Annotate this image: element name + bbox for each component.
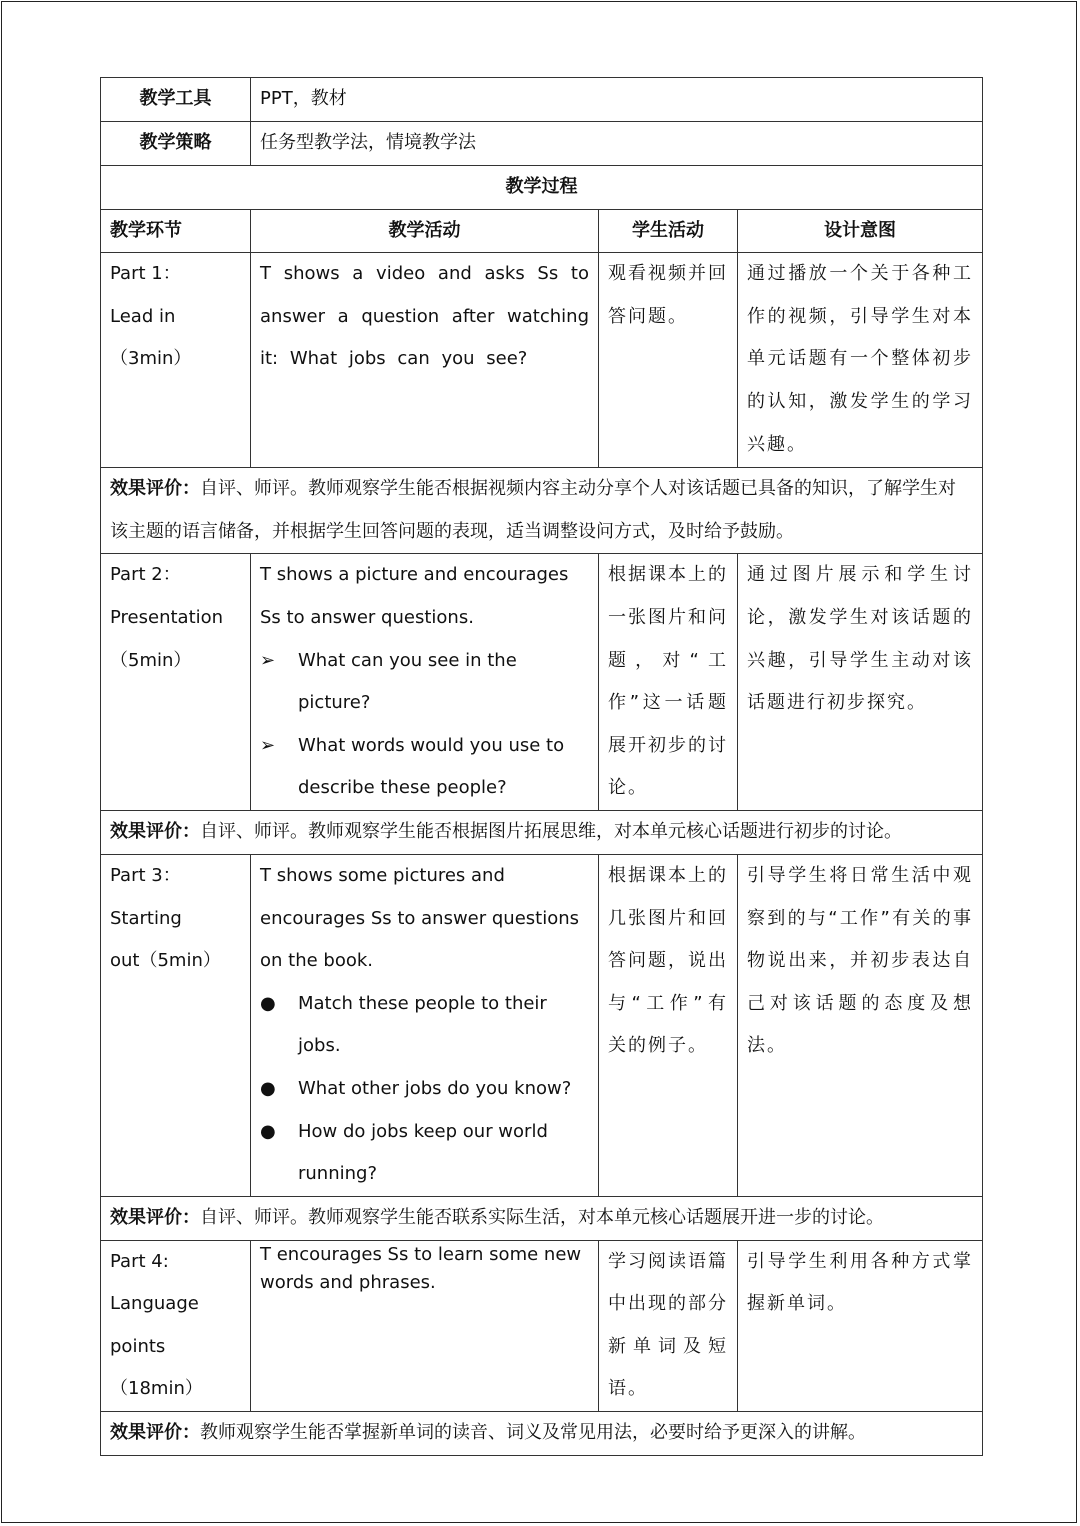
col-header-student: 学生活动	[599, 209, 738, 253]
eval-label: 效果评价：	[110, 1422, 200, 1444]
list-item	[260, 983, 589, 1068]
part2-eval-text: 自评、师评。教师观察学生能否根据图片拓展思维，对本单元核心话题进行初步的讨论。	[200, 820, 902, 842]
dot-bullet-icon: ●	[260, 992, 276, 1014]
part3-evaluation	[101, 1196, 983, 1240]
process-title: 教学过程	[101, 165, 983, 209]
part4-stage-line4: （18min）	[110, 1378, 203, 1400]
part3-activity	[251, 854, 599, 1196]
part3-bullet-3: How do jobs keep our world running?	[298, 1120, 548, 1185]
part2-student: 根据课本上的一张图片和问题，对“工作”这一话题展开初步的讨论。	[599, 554, 738, 811]
strategy-row	[101, 121, 983, 165]
column-header-row	[101, 209, 983, 253]
part3-eval-row	[101, 1196, 983, 1240]
eval-label: 效果评价：	[110, 1206, 200, 1228]
part4-design: 引导学生利用各种方式掌握新单词。	[738, 1240, 983, 1411]
part1-row	[101, 253, 983, 468]
part4-stage	[101, 1240, 251, 1411]
part3-stage-line1: Part 3：	[110, 864, 181, 886]
part1-stage-line2: Lead in	[110, 305, 176, 327]
process-title-row	[101, 165, 983, 209]
part3-bullet-1: Match these people to their jobs.	[298, 992, 547, 1057]
part3-row	[101, 854, 983, 1196]
part4-stage-line2: Language	[110, 1293, 199, 1315]
list-item	[260, 725, 589, 810]
list-item	[260, 640, 589, 725]
tools-row	[101, 78, 983, 122]
part4-student: 学习阅读语篇中出现的部分新单词及短语。	[599, 1240, 738, 1411]
part1-stage	[101, 253, 251, 468]
part3-stage	[101, 854, 251, 1196]
dot-bullet-icon: ●	[260, 1077, 276, 1099]
part3-student: 根据课本上的几张图片和回答问题，说出与“工作”有关的例子。	[599, 854, 738, 1196]
part3-eval-text: 自评、师评。教师观察学生能否联系实际生活，对本单元核心话题展开进一步的讨论。	[200, 1206, 884, 1228]
lesson-plan-table	[100, 77, 983, 1456]
part4-activity: T encourages Ss to learn some new words and phrases.	[251, 1240, 599, 1411]
part2-row	[101, 554, 983, 811]
part2-design: 通过图片展示和学生讨论，激发学生对该话题的兴趣，引导学生主动对该话题进行初步探究。	[738, 554, 983, 811]
part2-stage-line1: Part 2：	[110, 564, 181, 586]
part4-stage-line3: points	[110, 1335, 166, 1357]
part1-eval-row	[101, 468, 983, 554]
part2-eval-row	[101, 810, 983, 854]
col-header-design: 设计意图	[738, 209, 983, 253]
part4-eval-row	[101, 1412, 983, 1456]
eval-label: 效果评价：	[110, 820, 200, 842]
part2-bullet-2: What words would you use to describe these people?	[298, 734, 565, 799]
part3-stage-line2: Starting	[110, 907, 182, 929]
part2-activity	[251, 554, 599, 811]
list-item	[260, 1068, 589, 1111]
strategy-label: 教学策略	[101, 121, 251, 165]
part2-stage	[101, 554, 251, 811]
part4-evaluation	[101, 1412, 983, 1456]
arrow-bullet-icon: ➢	[260, 649, 276, 671]
part3-stage-line3: out（5min）	[110, 950, 221, 972]
part1-stage-line1: Part 1：	[110, 263, 181, 285]
part1-activity: T shows a video and asks Ss to answer a question after watching it: What jobs can you see?	[251, 253, 599, 468]
part4-eval-text: 教师观察学生能否掌握新单词的读音、词义及常见用法，必要时给予更深入的讲解。	[200, 1422, 866, 1444]
tools-label: 教学工具	[101, 78, 251, 122]
part2-stage-line2: Presentation	[110, 606, 224, 628]
list-item	[260, 1111, 589, 1196]
part3-activity-intro: T shows some pictures and encourages Ss to answer questions on the book.	[260, 864, 580, 972]
dot-bullet-icon: ●	[260, 1120, 276, 1142]
part1-evaluation	[101, 468, 983, 554]
part4-row	[101, 1240, 983, 1411]
tools-value: PPT，教材	[251, 78, 983, 122]
strategy-value: 任务型教学法，情境教学法	[251, 121, 983, 165]
part1-design: 通过播放一个关于各种工作的视频，引导学生对本单元话题有一个整体初步的认知，激发学生的学习兴趣。	[738, 253, 983, 468]
part1-student: 观看视频并回答问题。	[599, 253, 738, 468]
part4-stage-line1: Part 4:	[110, 1250, 169, 1272]
part2-stage-line3: （5min）	[110, 649, 192, 671]
eval-label: 效果评价：	[110, 478, 200, 500]
col-header-activity: 教学活动	[251, 209, 599, 253]
col-header-stage: 教学环节	[101, 209, 251, 253]
part1-stage-line3: （3min）	[110, 348, 192, 370]
arrow-bullet-icon: ➢	[260, 734, 276, 756]
part2-evaluation	[101, 810, 983, 854]
part3-bullet-2: What other jobs do you know?	[298, 1077, 572, 1099]
part2-bullet-1: What can you see in the picture?	[298, 649, 517, 714]
part2-activity-intro: T shows a picture and encourages Ss to answer questions.	[260, 564, 569, 628]
part1-eval-text: 自评、师评。教师观察学生能否根据视频内容主动分享个人对该话题已具备的知识，了解学生对该主题的语言储备，并根据学生回答问题的表现，适当调整设问方式，及时给予鼓励。	[110, 478, 956, 542]
part3-design: 引导学生将日常生活中观察到的与“工作”有关的事物说出来，并初步表达自己对该话题的态度及想法。	[738, 854, 983, 1196]
